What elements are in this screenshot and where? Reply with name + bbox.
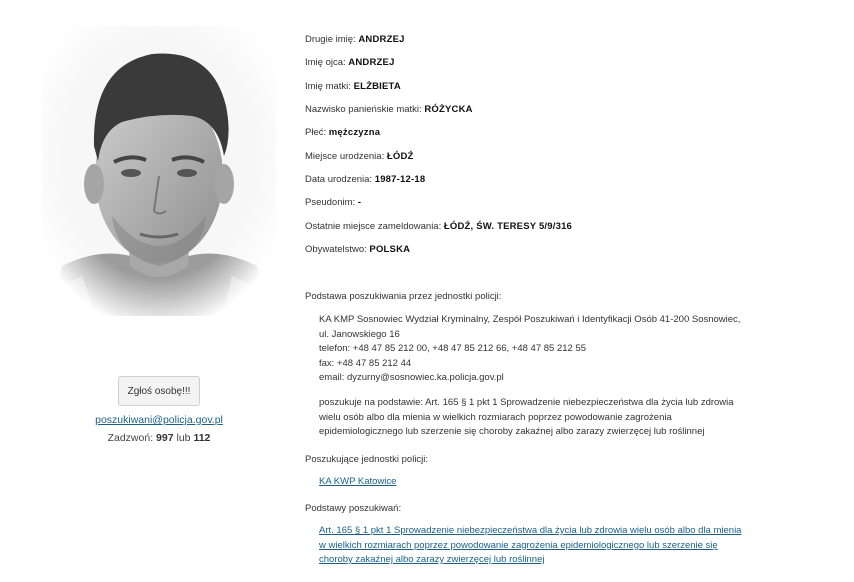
field-birthdate: Data urodzenia: 1987-12-18 (305, 174, 426, 185)
unit-line: KA KMP Sosnowiec Wydział Kryminalny, Zespół Poszukiwań i Identyfikacji Osób 41-200 Sosnowiec, (319, 314, 741, 325)
basis-line: epidemiologicznego lub szerzenie się choroby zakaźnej albo zarazy zwierzęcej lub roślinnej (319, 426, 705, 437)
call-number-997: 997 (156, 432, 174, 444)
unit-line: fax: +48 47 85 212 44 (319, 357, 412, 369)
call-prefix: Zadzwoń: (107, 432, 154, 444)
basis-section-title: Podstawa poszukiwania przez jednostki policji: (305, 291, 502, 302)
grounds-link-line[interactable]: Art. 165 § 1 pkt 1 Sprowadzenie niebezpieczeństwa dla życia lub zdrowia wielu osób albo dla mienia (319, 525, 742, 536)
field-last-address: Ostatnie miejsce zameldowania: ŁÓDŹ, ŚW. TERESY 5/9/316 (305, 221, 573, 232)
field-sex: Płeć: mężczyzna (305, 127, 381, 138)
police-unit-link[interactable]: KA KWP Katowice (319, 476, 397, 487)
police-unit-info (319, 313, 769, 386)
field-citizenship: Obywatelstwo: POLSKA (305, 244, 411, 255)
field-mother-maiden-name: Nazwisko panieńskie matki: RÓŻYCKA (305, 104, 473, 115)
search-basis-text (319, 396, 769, 440)
basis-line: poszukuje na podstawie: Art. 165 § 1 pkt 1 Sprowadzenie niebezpieczeństwa dla życia lub zdrowia (319, 397, 734, 408)
basis-line: wielu osób albo dla mienia w wielkich rozmiarach poprzez powodowanie zagrożenia (319, 411, 672, 423)
grounds-link[interactable] (319, 524, 789, 568)
grounds-link-line[interactable]: w wielkich rozmiarach poprzez powodowanie zagrożenia epidemiologicznego lub szerzenie się (319, 539, 718, 551)
units-section-title: Poszukujące jednostki policji: (305, 454, 429, 465)
field-second-name: Drugie imię: ANDRZEJ (305, 34, 405, 45)
unit-line: email: dyzurny@sosnowiec.ka.policja.gov.pl (319, 372, 504, 383)
grounds-section-title: Podstawy poszukiwań: (305, 503, 402, 514)
call-number-112: 112 (193, 432, 211, 444)
call-info (0, 432, 318, 444)
unit-line: ul. Janowskiego 16 (319, 328, 400, 340)
report-person-button[interactable]: Zgłoś osobę!!! (118, 376, 200, 406)
field-mother-name: Imię matki: ELŻBIETA (305, 81, 401, 92)
units-list (319, 475, 769, 490)
field-father-name: Imię ojca: ANDRZEJ (305, 57, 395, 68)
left-column (0, 0, 300, 582)
person-photo (42, 26, 276, 316)
call-or: lub (176, 432, 191, 444)
field-nickname: Pseudonim: - (305, 197, 362, 208)
email-link[interactable]: poszukiwani@policja.gov.pl (95, 414, 223, 426)
unit-line: telefon: +48 47 85 212 00, +48 47 85 212 66, +48 47 85 212 55 (319, 343, 587, 354)
grounds-link-line[interactable]: choroby zakaźnej albo zarazy zwierzęcej lub roślinnej (319, 554, 545, 565)
field-birthplace: Miejsce urodzenia: ŁÓDŹ (305, 151, 414, 162)
